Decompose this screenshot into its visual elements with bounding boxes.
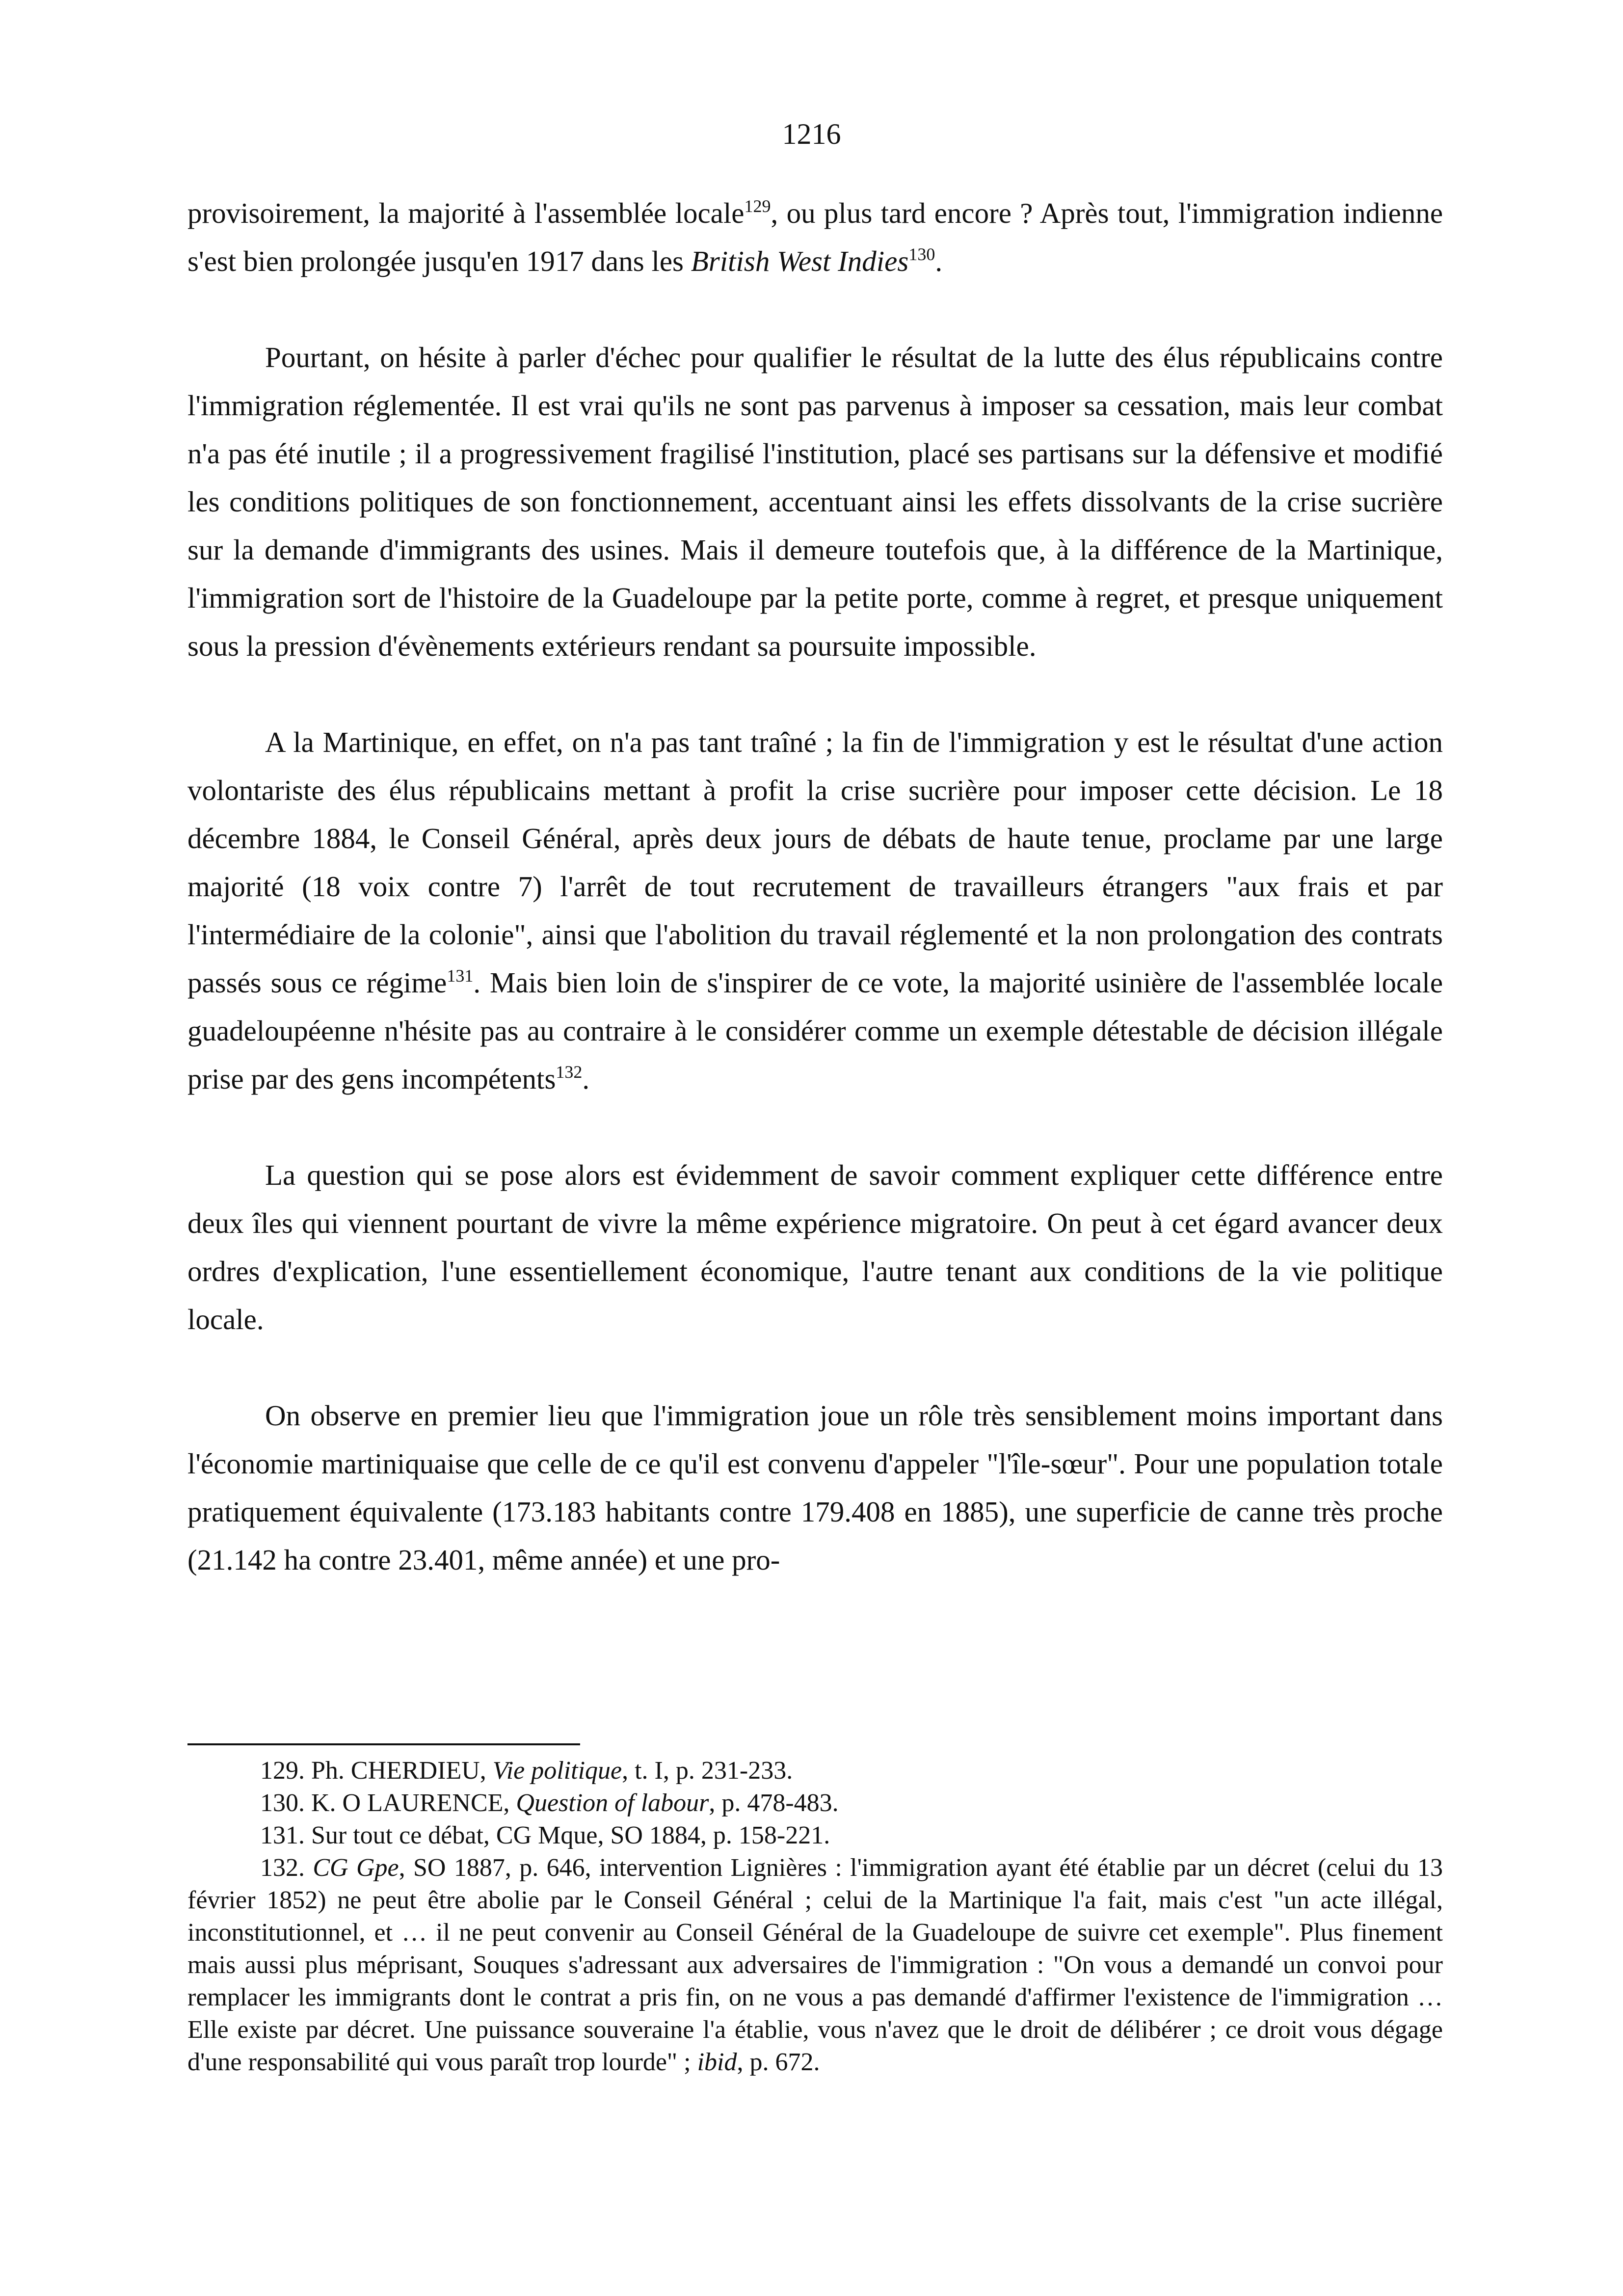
footnote-129: 129. Ph. CHERDIEU, Vie politique, t. I, p. 231-233. bbox=[260, 1757, 793, 1785]
paragraph-4: La question qui se pose alors est évidemment de savoir comment expliquer cette différence entre deux îles qui viennent pourtant de vivre la même expérience migratoire. On peut à cet égard avancer deux ordres d'explication, l'une essentiellement économique, l'autre tenant aux conditions de la vie politique locale. bbox=[187, 1159, 1443, 1335]
footnotes bbox=[187, 1755, 1443, 2079]
paragraph-1: provisoirement, la majorité à l'assemblée locale$^{129}$, ou plus tard encore ? Après tout, l'immigration indienne s'est bien prolongée jusqu'en 1917 dans les British West Indies$^{130}$. bbox=[187, 196, 1443, 277]
paragraph-5: On observe en premier lieu que l'immigration joue un rôle très sensiblement moins important dans l'économie martiniquaise que celle de ce qu'il est convenu d'appeler "l'île-sœur". Pour une population totale pratiquement équivalente (173.183 habitants contre 179.408 en 1885), une superficie de canne très proche (21.142 ha contre 23.401, même année) et une pro- bbox=[187, 1399, 1443, 1576]
footnote-131: 131. Sur tout ce débat, CG Mque, SO 1884, p. 158-221. bbox=[260, 1821, 830, 1849]
page-number: 1216 bbox=[782, 118, 841, 150]
footnote-130: 130. K. O LAURENCE, Question of labour, p. 478-483. bbox=[260, 1789, 839, 1817]
paragraph-2: Pourtant, on hésite à parler d'échec pour qualifier le résultat de la lutte des élus républicains contre l'immigration réglementée. Il est vrai qu'ils ne sont pas parvenus à imposer sa cessation, mais leur combat n'a pas été inutile ; il a progressivement fragilisé l'institution, placé ses partisans sur la défensive et modifié les conditions politiques de son fonctionnement, accentuant ainsi les effets dissolvants de la crise sucrière sur la demande d'immigrants des usines. Mais il demeure toutefois que, à la différence de la Martinique, l'immigration sort de l'histoire de la Guadeloupe par la petite porte, comme à regret, et presque uniquement sous la pression d'évènements extérieurs rendant sa poursuite impossible. bbox=[187, 341, 1443, 662]
paragraph-3: A la Martinique, en effet, on n'a pas tant traîné ; la fin de l'immigration y est le résultat d'une action volontariste des élus républicains mettant à profit la crise sucrière pour imposer cette décision. Le 18 décembre 1884, le Conseil Général, après deux jours de débats de haute tenue, proclame par une large majorité (18 voix contre 7) l'arrêt de tout recrutement de travailleurs étrangers "aux frais et par l'intermédiaire de la colonie", ainsi que l'abolition du travail réglementé et la non prolongation des contrats passés sous ce régime$^{131}$. Mais bien loin de s'inspirer de ce vote, la majorité usinière de l'assemblée locale guadeloupéenne n'hésite pas au contraire à le considérer comme un exemple détestable de décision illégale prise par des gens incompétents$^{132}$. bbox=[187, 726, 1443, 1095]
footnote-ref-132[interactable]: 132 bbox=[556, 1062, 583, 1082]
footnote-separator bbox=[187, 1743, 580, 1745]
footnote-ref-129[interactable]: 129 bbox=[744, 196, 771, 216]
body-text bbox=[187, 189, 1443, 1584]
footnote-ref-130[interactable]: 130 bbox=[908, 244, 935, 264]
footnote-132: 132. CG Gpe, SO 1887, p. 646, intervention Lignières : l'immigration ayant été établie par un décret (celui du 13 février 1852) ne peut être abolie par le Conseil Général ; celui de la Martinique l'a fait, mais c'est "un acte illégal, inconstitutionnel, et … il ne peut convenir au Conseil Général de la Guadeloupe de suivre cet exemple". Plus finement mais aussi plus méprisant, Souques s'adressant aux adversaires de l'immigration : "On vous a demandé un convoi pour remplacer les immigrants dont le contrat a pris fin, on ne vous a pas demandé d'affirmer l'existence de l'immigration … Elle existe par décret. Une puissance souveraine l'a établie, vous n'avez que le droit de délibérer ; ce droit vous dégage d'une responsabilité qui vous paraît trop lourde" ; ibid, p. 672. bbox=[187, 1854, 1443, 2076]
footnote-ref-131[interactable]: 131 bbox=[447, 966, 474, 986]
